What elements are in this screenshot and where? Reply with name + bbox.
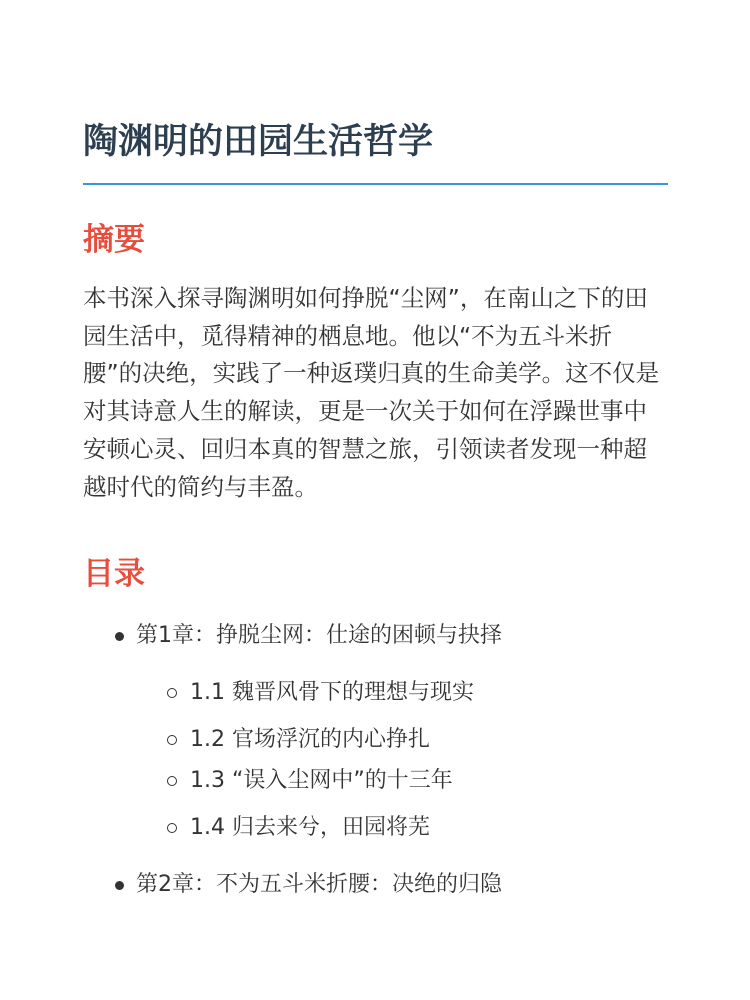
abstract-paragraph: 本书深入探寻陶渊明如何挣脱“尘网”，在南山之下的田园生活中，觅得精神的栖息地。他以“不为五斗米折腰”的决绝，实践了一种返璞归真的生命美学。这不仅是对其诗意人生的解读，更是一次关于如何在浮躁世事中安顿心灵、回归本真的智慧之旅，引领读者发现一种超越时代的简约与丰盈。 — [83, 284, 660, 501]
toc-section-label: 1.4 归去来兮，田园将芜 — [190, 815, 430, 840]
toc-chapter-label: 第1章：挣脱尘网：仕途的困顿与抉择 — [136, 623, 502, 648]
document-page — [83, 0, 668, 1000]
toc-section-1-4 — [190, 813, 430, 843]
disc-bullet-icon — [115, 881, 124, 890]
disc-bullet-icon — [115, 632, 124, 641]
abstract-heading: 摘要 — [83, 222, 145, 258]
toc-chapter-2 — [136, 870, 502, 900]
toc-chapter-1 — [136, 621, 502, 651]
circle-bullet-icon — [167, 688, 177, 698]
circle-bullet-icon — [167, 823, 177, 833]
circle-bullet-icon — [167, 776, 177, 786]
toc-section-1-2 — [190, 725, 430, 755]
toc-chapter-label: 第2章：不为五斗米折腰：决绝的归隐 — [136, 872, 502, 897]
toc-section-label: 1.3 “误入尘网中”的十三年 — [190, 768, 453, 793]
title-divider — [83, 183, 668, 185]
document-title: 陶渊明的田园生活哲学 — [83, 122, 434, 162]
toc-section-label: 1.2 官场浮沉的内心挣扎 — [190, 727, 430, 752]
toc-section-label: 1.1 魏晋风骨下的理想与现实 — [190, 680, 474, 705]
circle-bullet-icon — [167, 735, 177, 745]
toc-section-1-3 — [190, 766, 453, 796]
toc-heading: 目录 — [83, 556, 145, 592]
toc-section-1-1 — [190, 678, 474, 708]
